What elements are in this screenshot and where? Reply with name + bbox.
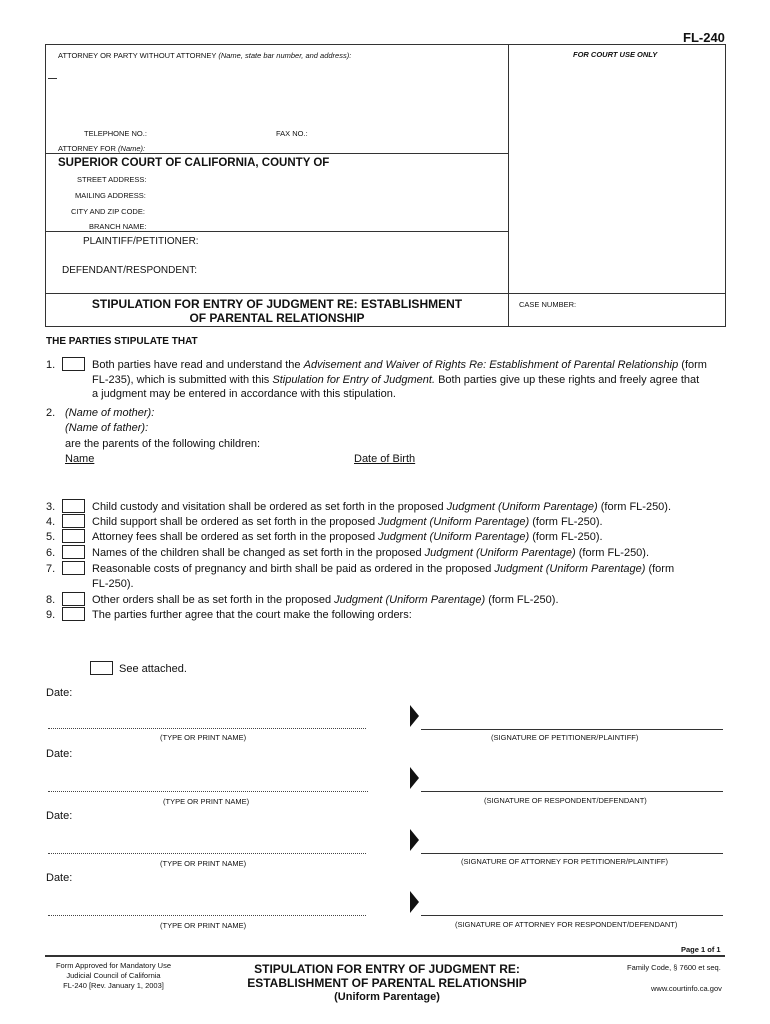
- item-7-checkbox[interactable]: [62, 561, 85, 575]
- date-label: Date:: [46, 687, 73, 699]
- approval-info: Form Approved for Mandatory Use Judicial Council of California FL-240 [Rev. January 1, 2003]: [55, 961, 172, 990]
- telephone-label: TELEPHONE NO.:: [84, 129, 147, 138]
- page-number: Page 1 of 1: [681, 945, 721, 954]
- signature-line[interactable]: [421, 791, 723, 792]
- fax-label: FAX NO.:: [276, 129, 308, 138]
- print-name-label: (TYPE OR PRINT NAME): [160, 921, 247, 930]
- item-7-text-line-2: FL-250).: [92, 578, 134, 590]
- attorney-for-label: ATTORNEY FOR (Name):: [58, 144, 146, 153]
- item-8-checkbox[interactable]: [62, 592, 85, 606]
- item-2-number: 2.: [46, 407, 56, 419]
- court-name: SUPERIOR COURT OF CALIFORNIA, COUNTY OF: [58, 157, 330, 169]
- father-name-label: (Name of father):: [65, 422, 149, 434]
- item-1-line-2: FL-235), which is submitted with this Stipulation for Entry of Judgment. Both parties give up these rights and freely agree that: [92, 374, 700, 386]
- footer-rule: [45, 955, 725, 957]
- date-label: Date:: [46, 748, 73, 760]
- see-attached-checkbox[interactable]: [90, 661, 113, 675]
- children-name-header: Name: [65, 453, 95, 465]
- item-9-text: The parties further agree that the court make the following orders:: [92, 609, 412, 621]
- print-name-label: (TYPE OR PRINT NAME): [163, 797, 250, 806]
- signature-arrow-icon: [410, 891, 419, 913]
- item-1-number: 1.: [46, 359, 56, 371]
- caption-box: [45, 44, 726, 327]
- item-3-checkbox[interactable]: [62, 499, 85, 513]
- item-5-checkbox[interactable]: [62, 529, 85, 543]
- item-5-number: 5.: [46, 531, 56, 543]
- mailing-address-label: MAILING ADDRESS:: [75, 191, 146, 200]
- signature-line[interactable]: [421, 729, 723, 730]
- family-code-reference: Family Code, § 7600 et seq.: [627, 963, 721, 972]
- defendant-label: DEFENDANT/RESPONDENT:: [62, 265, 198, 276]
- street-address-label: STREET ADDRESS:: [77, 175, 147, 184]
- branch-name-label: BRANCH NAME:: [89, 222, 147, 231]
- plaintiff-label: PLAINTIFF/PETITIONER:: [83, 236, 199, 247]
- print-name-line[interactable]: [48, 915, 366, 916]
- attorney-label: ATTORNEY OR PARTY WITHOUT ATTORNEY (Name, state bar number, and address):: [58, 51, 352, 60]
- date-label: Date:: [46, 810, 73, 822]
- courtinfo-link[interactable]: www.courtinfo.ca.gov: [651, 984, 722, 993]
- print-name-line[interactable]: [48, 728, 366, 729]
- item-5-text: Attorney fees shall be ordered as set forth in the proposed Judgment (Uniform Parentage) (form FL-250).: [92, 531, 603, 543]
- mother-name-label: (Name of mother):: [65, 407, 155, 419]
- signature-arrow-icon: [410, 829, 419, 851]
- city-zip-label: CITY AND ZIP CODE:: [71, 207, 145, 216]
- footer-title: STIPULATION FOR ENTRY OF JUDGMENT RE: ESTABLISHMENT OF PARENTAL RELATIONSHIP (Uniform Parentage): [247, 962, 527, 1003]
- court-use-divider: [508, 44, 509, 327]
- signature-arrow-icon: [410, 705, 419, 727]
- print-name-label: (TYPE OR PRINT NAME): [160, 859, 247, 868]
- see-attached-label: See attached.: [119, 663, 187, 675]
- item-9-number: 9.: [46, 609, 56, 621]
- children-dob-header: Date of Birth: [354, 453, 416, 465]
- parents-text: are the parents of the following children:: [65, 438, 261, 450]
- signature-label: (SIGNATURE OF ATTORNEY FOR RESPONDENT/DEFENDANT): [455, 920, 678, 929]
- item-9-checkbox[interactable]: [62, 607, 85, 621]
- signature-line[interactable]: [421, 853, 723, 854]
- signature-label: (SIGNATURE OF RESPONDENT/DEFENDANT): [484, 796, 647, 805]
- item-4-number: 4.: [46, 516, 56, 528]
- item-8-number: 8.: [46, 594, 56, 606]
- item-1-line-3: a judgment may be entered in accordance with this stipulation.: [92, 388, 396, 400]
- court-use-only-label: FOR COURT USE ONLY: [573, 50, 658, 59]
- item-3-text: Child custody and visitation shall be ordered as set forth in the proposed Judgment (Uniform Parentage) (form FL-250).: [92, 501, 672, 513]
- item-1-line-1: Both parties have read and understand the Advisement and Waiver of Rights Re: Establishment of Parental Relationship (form: [92, 359, 707, 371]
- item-1-checkbox[interactable]: [62, 357, 85, 371]
- item-7-number: 7.: [46, 563, 56, 575]
- print-name-label: (TYPE OR PRINT NAME): [160, 733, 247, 742]
- item-6-number: 6.: [46, 547, 56, 559]
- item-4-checkbox[interactable]: [62, 514, 85, 528]
- item-6-text: Names of the children shall be changed as set forth in the proposed Judgment (Uniform Parentage) (form FL-250).: [92, 547, 650, 559]
- form-id: FL-240: [683, 30, 725, 45]
- form-title: STIPULATION FOR ENTRY OF JUDGMENT RE: ESTABLISHMENT OF PARENTAL RELATIONSHIP: [91, 297, 463, 325]
- signature-arrow-icon: [410, 767, 419, 789]
- signature-line[interactable]: [421, 915, 723, 916]
- item-4-text: Child support shall be ordered as set forth in the proposed Judgment (Uniform Parentage) (form FL-250).: [92, 516, 603, 528]
- date-label: Date:: [46, 872, 73, 884]
- item-8-text: Other orders shall be as set forth in the proposed Judgment (Uniform Parentage) (form FL-250).: [92, 594, 559, 606]
- stipulate-heading: THE PARTIES STIPULATE THAT: [46, 336, 198, 347]
- case-number-label: CASE NUMBER:: [519, 300, 577, 309]
- signature-label: (SIGNATURE OF PETITIONER/PLAINTIFF): [491, 733, 639, 742]
- item-3-number: 3.: [46, 501, 56, 513]
- item-6-checkbox[interactable]: [62, 545, 85, 559]
- item-7-text: Reasonable costs of pregnancy and birth shall be paid as ordered in the proposed Judgment (Uniform Parentage) (form: [92, 563, 675, 575]
- print-name-line[interactable]: [48, 791, 368, 792]
- print-name-line[interactable]: [48, 853, 366, 854]
- signature-label: (SIGNATURE OF ATTORNEY FOR PETITIONER/PLAINTIFF): [461, 857, 668, 866]
